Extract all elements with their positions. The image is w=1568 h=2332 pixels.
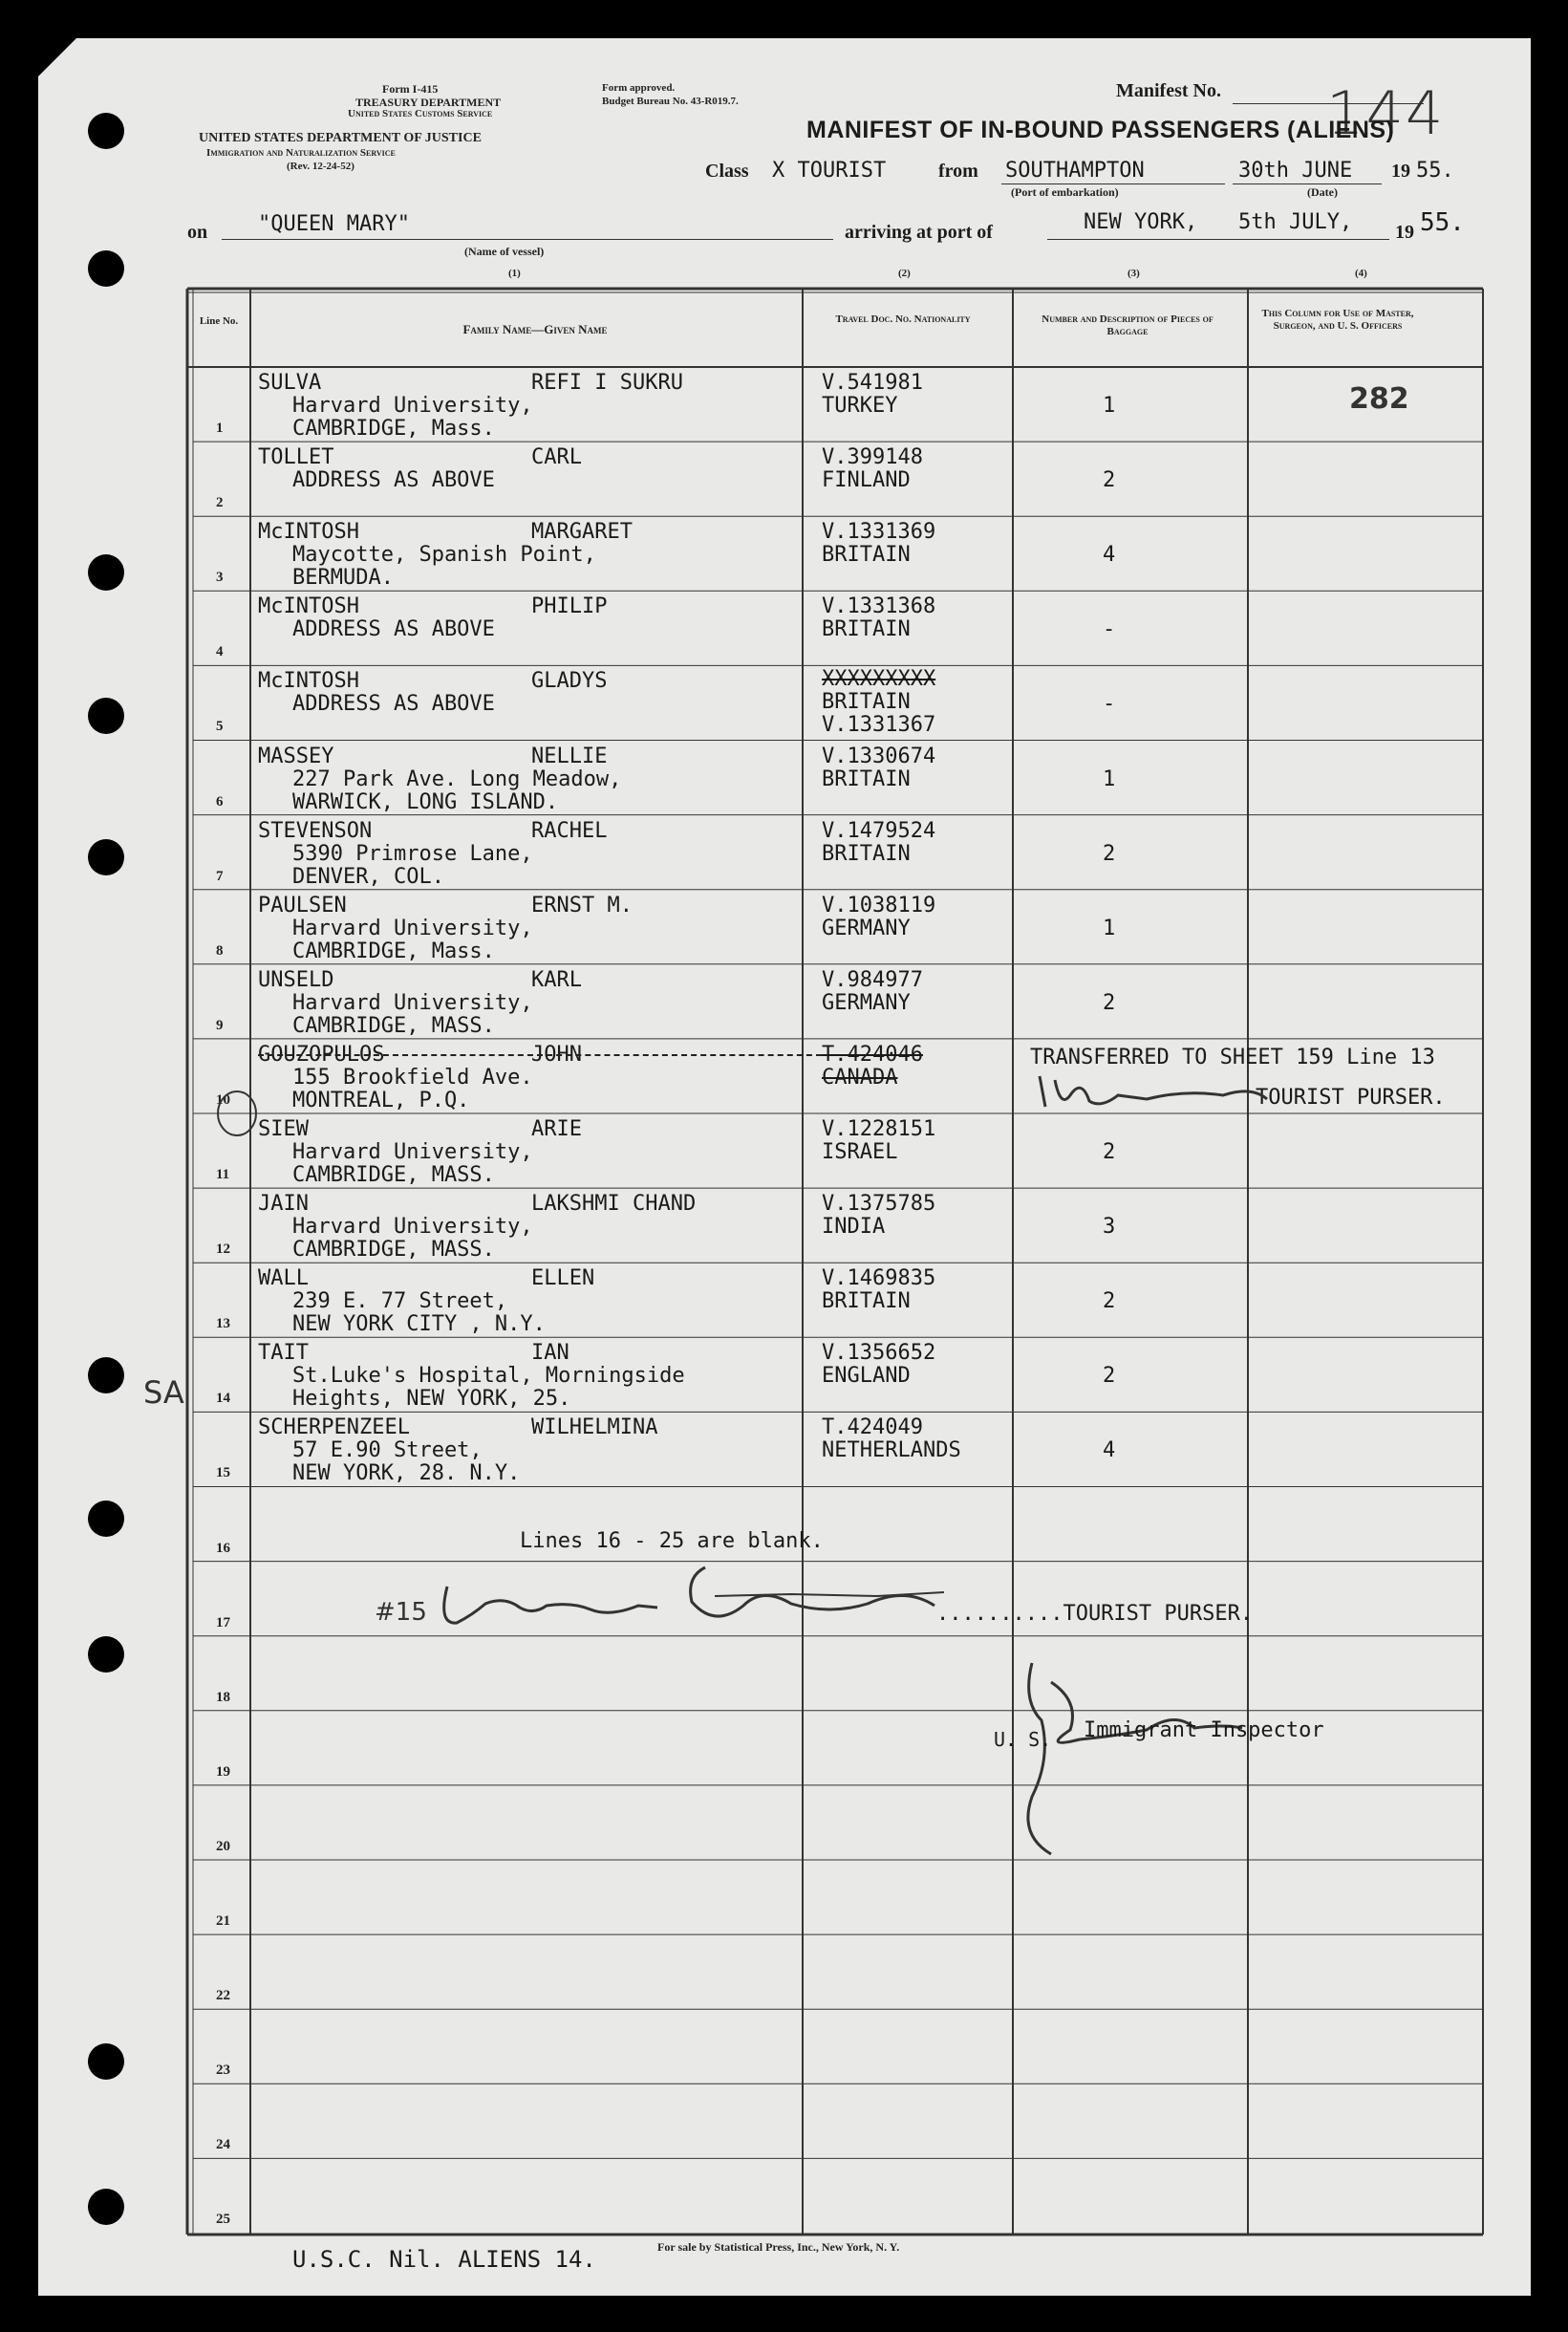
customs-service: United States Customs Service — [348, 108, 493, 119]
baggage-count: 3 — [1103, 1215, 1116, 1240]
baggage-count: 2 — [1103, 841, 1116, 866]
nationality: BRITAIN — [822, 617, 911, 642]
passenger-family-name: SULVA — [258, 371, 322, 395]
line-number: 18 — [216, 1689, 230, 1705]
line-number: 19 — [216, 1763, 230, 1780]
manifest-number: 144 — [1326, 78, 1446, 148]
header-travel-doc: Travel Doc. No. Nationality — [835, 313, 971, 325]
passenger-address-2: CAMBRIDGE, Mass. — [292, 417, 495, 441]
passenger-given-name: ERNST M. — [531, 893, 633, 918]
treasury-department: TREASURY DEPARTMENT — [355, 96, 502, 109]
line-number: 13 — [216, 1316, 230, 1332]
passenger-address-1: 239 E. 77 Street, — [292, 1289, 508, 1314]
passenger-family-name: TOLLET — [258, 445, 334, 470]
passenger-family-name: McINTOSH — [258, 594, 359, 619]
year-prefix-2: 19 — [1395, 222, 1414, 243]
baggage-count: 2 — [1103, 1364, 1116, 1389]
travel-doc-number: T.424046 — [822, 1042, 923, 1067]
manifest-no-label: Manifest No. — [1116, 80, 1221, 101]
inspector-label: Immigrant Inspector — [1084, 1718, 1324, 1742]
from-label: from — [938, 161, 978, 182]
line-number: 21 — [216, 1913, 230, 1929]
passenger-given-name: WILHELMINA — [531, 1415, 658, 1440]
passenger-family-name: UNSELD — [258, 967, 334, 992]
nationality: NETHERLANDS — [822, 1438, 961, 1463]
col-number-4: (4) — [1355, 268, 1367, 279]
col-number-3: (3) — [1128, 268, 1140, 279]
ins-service: Immigration and Naturalization Service — [206, 147, 396, 159]
nationality: INDIA — [822, 1215, 886, 1240]
passenger-address-1: 5390 Primrose Lane, — [292, 841, 533, 866]
line-10-circle — [212, 1088, 262, 1139]
travel-doc-number: V.1356652 — [822, 1341, 936, 1366]
line-number: 3 — [216, 570, 224, 586]
passenger-family-name: TAIT — [258, 1341, 309, 1366]
passenger-address-1: Harvard University, — [292, 1215, 533, 1240]
passenger-address-1: Harvard University, — [292, 990, 533, 1015]
passenger-address-1: St.Luke's Hospital, Morningside — [292, 1364, 685, 1389]
line-10-strike — [258, 1054, 822, 1056]
passenger-address-2: CAMBRIDGE, MASS. — [292, 1163, 495, 1187]
passenger-family-name: McINTOSH — [258, 669, 359, 694]
passenger-address-2: Heights, NEW YORK, 25. — [292, 1387, 571, 1412]
passenger-family-name: PAULSEN — [258, 893, 347, 918]
nationality: BRITAIN — [822, 543, 911, 568]
header-name: Family Name—Given Name — [462, 322, 608, 336]
passenger-family-name: STEVENSON — [258, 818, 373, 843]
year-prefix-1: 19 — [1391, 161, 1410, 182]
line-number: 24 — [216, 2137, 230, 2153]
baggage-count: - — [1103, 617, 1116, 642]
line-number: 17 — [216, 1614, 230, 1630]
header-baggage: Number and Description of Pieces of Baggage — [1042, 313, 1214, 337]
line-number: 2 — [216, 495, 224, 511]
line-number: 1 — [216, 421, 224, 436]
line-number: 23 — [216, 2062, 230, 2079]
travel-doc-number: V.1479524 — [822, 818, 936, 843]
nationality: BRITAIN — [822, 767, 911, 791]
line-number: 14 — [216, 1391, 230, 1407]
year-suffix-2: 55. — [1420, 208, 1465, 237]
nationality: GERMANY — [822, 916, 911, 940]
travel-doc-number: V.1331369 — [822, 520, 936, 545]
year-suffix-1: 55. — [1416, 159, 1454, 183]
passenger-address-1: ADDRESS AS ABOVE — [292, 617, 495, 642]
purser-hash: #15 — [375, 1598, 427, 1627]
baggage-count: 2 — [1103, 1289, 1116, 1314]
passenger-address-2: DENVER, COL. — [292, 864, 444, 889]
passenger-family-name: MASSEY — [258, 744, 334, 768]
baggage-count: 2 — [1103, 990, 1116, 1015]
travel-doc-number: V.984977 — [822, 967, 923, 992]
line-number: 6 — [216, 793, 224, 810]
blank-lines-note: Lines 16 - 25 are blank. — [520, 1529, 824, 1553]
travel-doc-number-corrected: V.1331367 — [822, 713, 936, 738]
purser-label: ..........TOURIST PURSER. — [936, 1602, 1254, 1626]
passenger-address-2: CAMBRIDGE, MASS. — [292, 1013, 495, 1038]
passenger-address-1: Maycotte, Spanish Point, — [292, 543, 596, 568]
nationality: BRITAIN — [822, 841, 911, 866]
footer-note: U.S.C. Nil. ALIENS 14. — [292, 2246, 596, 2273]
header-line-no: Line No. — [199, 315, 239, 327]
transfer-signature — [1032, 1067, 1280, 1114]
department-of-justice: UNITED STATES DEPARTMENT OF JUSTICE — [199, 131, 482, 145]
nationality: TURKEY — [822, 394, 898, 418]
port-embark-caption: (Port of embarkation) — [1011, 185, 1119, 199]
footer-printer: For sale by Statistical Press, Inc., New York, N. Y. — [657, 2240, 900, 2254]
passenger-given-name: MARGARET — [531, 520, 633, 545]
travel-doc-number: V.1375785 — [822, 1192, 936, 1217]
passenger-address-2: MONTREAL, P.Q. — [292, 1088, 470, 1112]
col-number-1: (1) — [508, 268, 521, 279]
class-label: Class — [705, 161, 749, 182]
baggage-count: 2 — [1103, 1140, 1116, 1164]
travel-doc-number: V.1331368 — [822, 594, 936, 619]
inspector-prefix: U. S. — [994, 1728, 1052, 1751]
arrival-date: 5th JULY, — [1238, 210, 1353, 234]
passenger-address-2: CAMBRIDGE, MASS. — [292, 1238, 495, 1263]
travel-doc-number: T.424049 — [822, 1415, 923, 1440]
passenger-given-name: CARL — [531, 445, 582, 470]
passenger-address-2: CAMBRIDGE, Mass. — [292, 939, 495, 963]
nationality: ISRAEL — [822, 1140, 898, 1164]
passenger-address-1: 57 E.90 Street, — [292, 1438, 483, 1463]
passenger-given-name: KARL — [531, 967, 582, 992]
embark-date: 30th JUNE — [1238, 159, 1353, 183]
passenger-family-name: WALL — [258, 1266, 309, 1291]
passenger-address-1: ADDRESS AS ABOVE — [292, 692, 495, 717]
arrival-port: NEW YORK, — [1084, 210, 1198, 234]
line-number: 25 — [216, 2212, 230, 2228]
travel-doc-number: V.1038119 — [822, 893, 936, 918]
class-value: X TOURIST — [772, 159, 887, 183]
travel-doc-number: V.1228151 — [822, 1117, 936, 1141]
line-number: 10 — [216, 1091, 230, 1108]
baggage-count: 4 — [1103, 1438, 1116, 1463]
arriving-label: arriving at port of — [845, 222, 993, 243]
passenger-given-name: ELLEN — [531, 1266, 595, 1291]
passenger-address-1: 155 Brookfield Ave. — [292, 1065, 533, 1090]
manifest-title: MANIFEST OF IN-BOUND PASSENGERS (ALIENS) — [806, 117, 1395, 143]
line-number: 8 — [216, 942, 224, 959]
date-caption: (Date) — [1307, 185, 1338, 199]
vessel-name: "QUEEN MARY" — [258, 212, 410, 236]
travel-doc-number: XXXXXXXXX — [822, 667, 936, 692]
line-number: 11 — [216, 1167, 230, 1182]
travel-doc-number: V.1469835 — [822, 1266, 936, 1291]
passenger-address-2: NEW YORK CITY , N.Y. — [292, 1312, 546, 1337]
transfer-purser: TOURIST PURSER. — [1256, 1086, 1446, 1110]
passenger-given-name: ARIE — [531, 1117, 582, 1141]
line-number: 22 — [216, 1988, 230, 2004]
baggage-count: 2 — [1103, 468, 1116, 493]
line-number: 15 — [216, 1465, 230, 1481]
line-number: 5 — [216, 719, 224, 735]
travel-doc-number: V.1330674 — [822, 744, 936, 768]
passenger-family-name: SIEW — [258, 1117, 309, 1141]
officer-note: 282 — [1349, 382, 1409, 416]
travel-doc-number: V.541981 — [822, 371, 923, 395]
passenger-family-name: JAIN — [258, 1192, 309, 1217]
margin-note-sa: SA — [143, 1374, 184, 1411]
passenger-given-name: PHILIP — [531, 594, 608, 619]
passenger-family-name: McINTOSH — [258, 520, 359, 545]
passenger-given-name: RACHEL — [531, 818, 608, 843]
passenger-given-name: NELLIE — [531, 744, 608, 768]
port-of-embarkation: SOUTHAMPTON — [1005, 159, 1145, 183]
nationality: BRITAIN — [822, 690, 911, 715]
passenger-given-name: IAN — [531, 1341, 569, 1366]
passenger-given-name: LAKSHMI CHAND — [531, 1192, 697, 1217]
line-number: 9 — [216, 1017, 224, 1033]
nationality: FINLAND — [822, 468, 911, 493]
passenger-address-2: NEW YORK, 28. N.Y. — [292, 1461, 521, 1486]
baggage-count: - — [1103, 692, 1116, 717]
baggage-count: 1 — [1103, 767, 1116, 791]
baggage-count: 1 — [1103, 916, 1116, 940]
passenger-address-1: Harvard University, — [292, 1140, 533, 1164]
col-number-2: (2) — [898, 268, 911, 279]
nationality: GERMANY — [822, 990, 911, 1015]
transfer-note: TRANSFERRED TO SHEET 159 Line 13 — [1030, 1046, 1435, 1069]
baggage-count: 1 — [1103, 394, 1116, 418]
nationality: ENGLAND — [822, 1364, 911, 1389]
passenger-address-1: Harvard University, — [292, 394, 533, 418]
inspector-signature — [984, 1644, 1271, 1873]
line-number: 16 — [216, 1540, 230, 1556]
form-approved: Form approved. — [602, 82, 676, 94]
passenger-address-1: 227 Park Ave. Long Meadow, — [292, 767, 622, 791]
passenger-given-name: JOHN — [531, 1042, 582, 1067]
form-number: Form I-415 — [382, 82, 439, 96]
header-officers: This Column for Use of Master, Surgeon, and U. S. Officers — [1261, 308, 1414, 332]
passenger-given-name: REFI I SUKRU — [531, 371, 683, 395]
passenger-given-name: GLADYS — [531, 669, 608, 694]
line-number: 4 — [216, 644, 224, 660]
baggage-count: 4 — [1103, 543, 1116, 568]
passenger-address-2: BERMUDA. — [292, 566, 394, 591]
line-number: 20 — [216, 1838, 230, 1854]
line-number: 12 — [216, 1242, 230, 1258]
passenger-address-1: ADDRESS AS ABOVE — [292, 468, 495, 493]
passenger-family-name: SCHERPENZEEL — [258, 1415, 410, 1440]
vessel-caption: (Name of vessel) — [464, 245, 545, 258]
passenger-family-name: GOUZOPULOS — [258, 1042, 385, 1067]
passenger-address-2: WARWICK, LONG ISLAND. — [292, 789, 559, 814]
nationality: BRITAIN — [822, 1289, 911, 1314]
purser-signature — [428, 1548, 963, 1653]
nationality: CANADA — [822, 1065, 898, 1090]
travel-doc-number: V.399148 — [822, 445, 923, 470]
passenger-address-1: Harvard University, — [292, 916, 533, 940]
budget-bureau: Budget Bureau No. 43-R019.7. — [602, 96, 739, 107]
line-number: 7 — [216, 868, 224, 884]
on-label: on — [187, 222, 208, 243]
revision: (Rev. 12-24-52) — [287, 161, 354, 172]
